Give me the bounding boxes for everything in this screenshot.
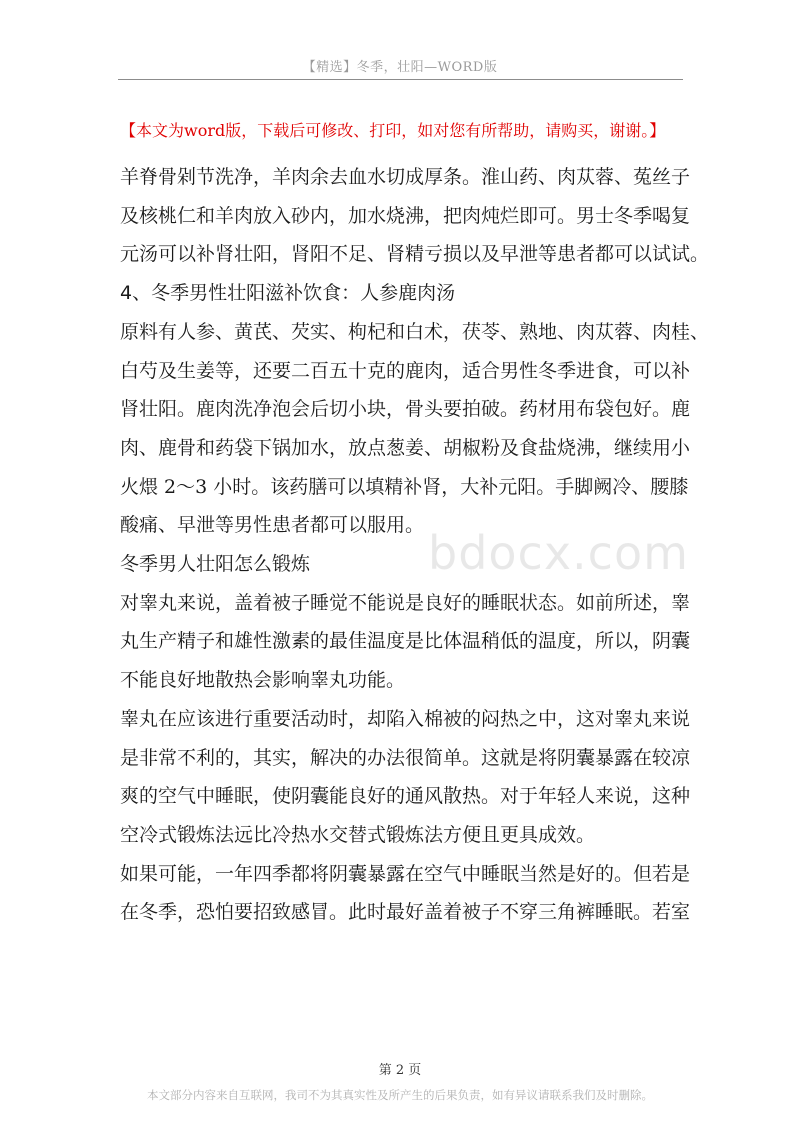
body-line: 爽的空气中睡眠，使阴囊能良好的通风散热。对于年轻人来说，这种 bbox=[120, 785, 691, 808]
body-line: 是非常不利的，其实，解决的办法很简单。这就是将阴囊暴露在较凉 bbox=[120, 746, 691, 769]
body-line: 原料有人参、黄芪、芡实、枸杞和白术，茯苓、熟地、肉苁蓉、肉桂、 bbox=[120, 320, 710, 343]
body-line: 如果可能，一年四季都将阴囊暴露在空气中睡眠当然是好的。但若是 bbox=[120, 862, 691, 885]
body-line: 白芍及生姜等，还要二百五十克的鹿肉，适合男性冬季进食，可以补 bbox=[120, 359, 691, 382]
page-header: 【精选】冬季，壮阳—WORD版 bbox=[302, 60, 498, 75]
body-line: 火煨 2～3 小时。该药膳可以填精补肾，大补元阳。手脚阙冷、腰膝 bbox=[120, 475, 689, 498]
page-number: 第 2 页 bbox=[378, 1063, 422, 1078]
section-heading: 4、冬季男性壮阳滋补饮食：人参鹿肉汤 bbox=[120, 282, 456, 305]
header-divider bbox=[118, 79, 683, 80]
body-line: 丸生产精子和雄性激素的最佳温度是比体温稍低的温度，所以，阴囊 bbox=[120, 630, 691, 653]
body-line: 在冬季，恐怕要招致感冒。此时最好盖着被子不穿三角裤睡眠。若室 bbox=[120, 901, 691, 924]
body-line: 空冷式锻炼法远比冷热水交替式锻炼法方便且更具成效。 bbox=[120, 823, 596, 846]
body-line: 对睾丸来说，盖着被子睡觉不能说是良好的睡眠状态。如前所述，睾 bbox=[120, 591, 691, 614]
section-heading: 冬季男人壮阳怎么锻炼 bbox=[120, 553, 311, 576]
download-notice: 【本文为word版，下载后可修改、打印，如对您有所帮助，请购买，谢谢。】 bbox=[120, 121, 666, 140]
body-line: 及核桃仁和羊肉放入砂内，加水烧沸，把肉炖烂即可。男士冬季喝复 bbox=[120, 204, 691, 227]
body-line: 羊脊骨剁节洗净，羊肉余去血水切成厚条。淮山药、肉苁蓉、菟丝子 bbox=[120, 166, 691, 188]
watermark: bdocx.com bbox=[428, 526, 689, 580]
body-line: 酸痛、早泄等男性患者都可以服用。 bbox=[120, 514, 425, 537]
body-line: 肾壮阳。鹿肉洗净泡会后切小块，骨头要拍破。药材用布袋包好。鹿 bbox=[120, 398, 691, 421]
body-line: 元汤可以补肾壮阳，肾阳不足、肾精亏损以及早泄等患者都可以试试。 bbox=[120, 243, 710, 266]
body-line: 睾丸在应该进行重要活动时，却陷入棉被的闷热之中，这对睾丸来说 bbox=[120, 707, 691, 730]
footer-disclaimer: 本文部分内容来自互联网，我司不为其真实性及所产生的后果负责，如有异议请联系我们及时删除。 bbox=[147, 1088, 653, 1102]
body-line: 不能良好地散热会影响睾丸功能。 bbox=[120, 669, 406, 692]
body-line: 肉、鹿骨和药袋下锅加水，放点葱姜、胡椒粉及食盐烧沸，继续用小 bbox=[120, 436, 691, 459]
